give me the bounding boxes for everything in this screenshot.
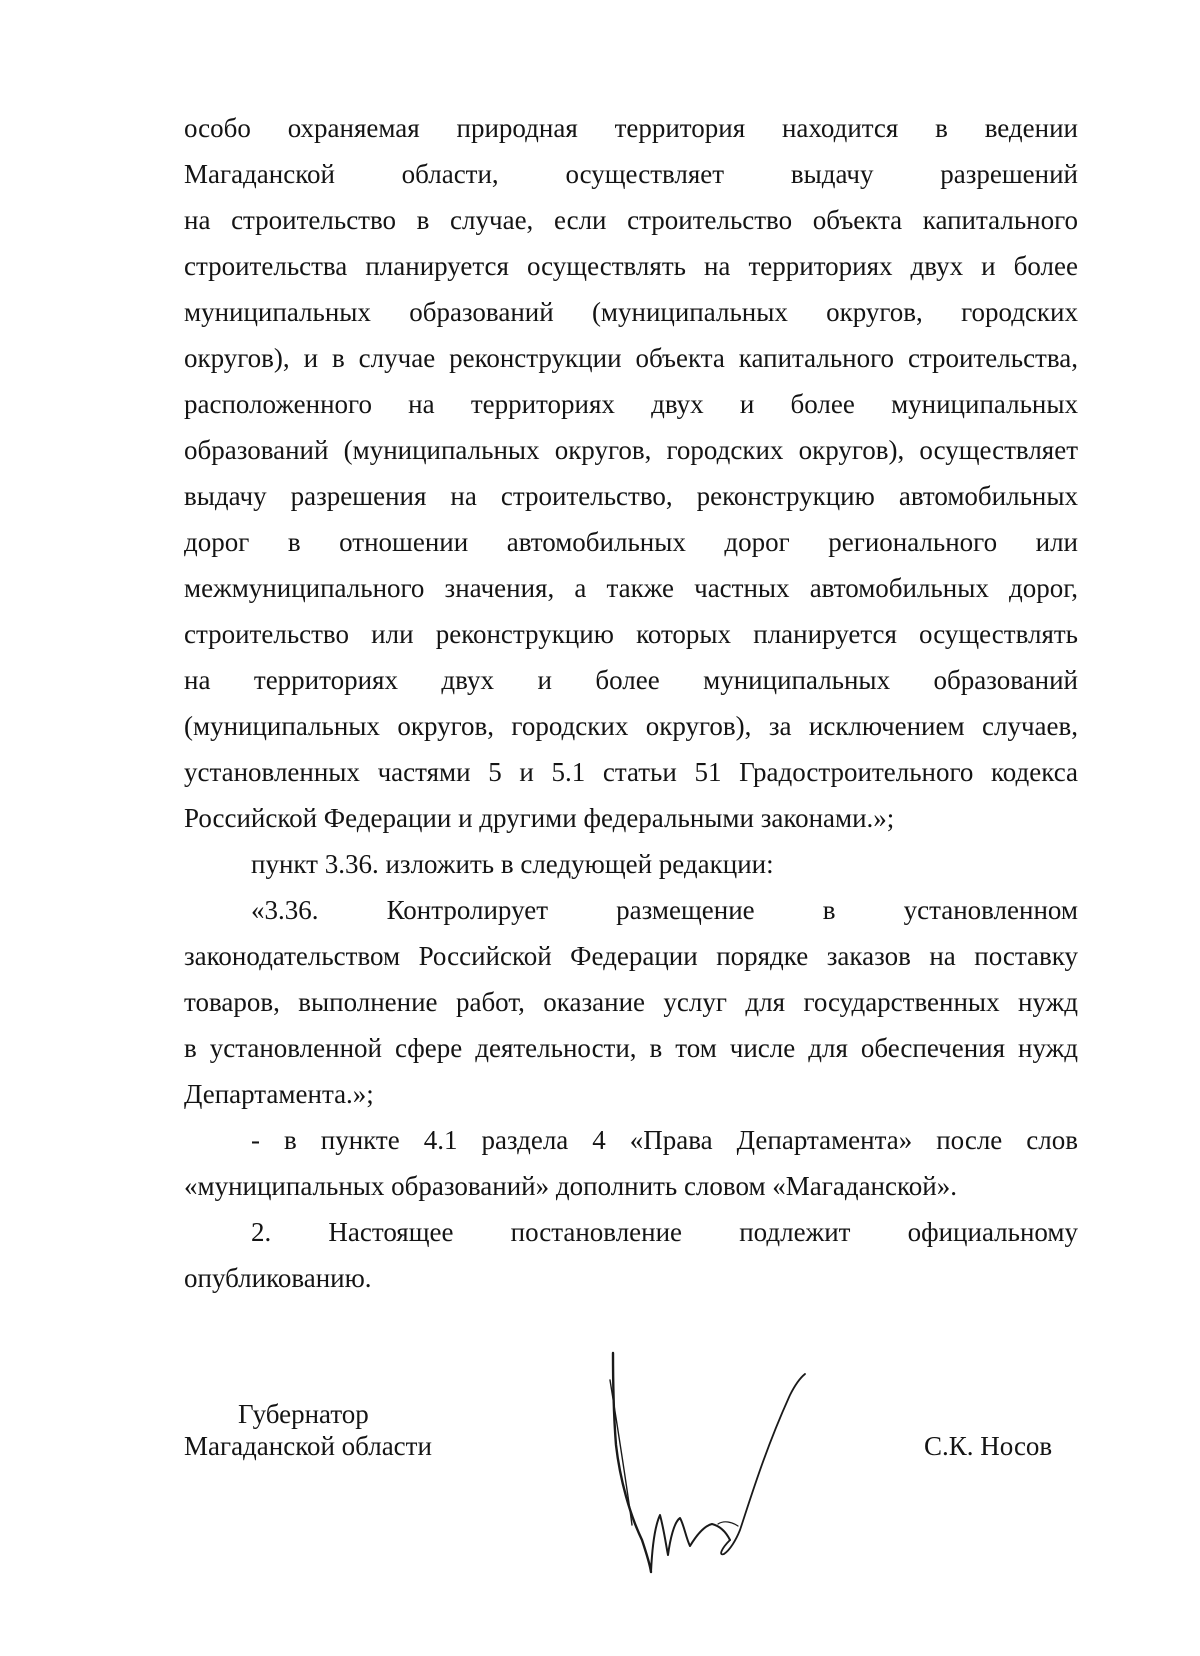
body-line: дорог в отношении автомобильных дорог регионального или — [184, 527, 1078, 557]
body-line: (муниципальных округов, городских округов), за исключением случаев, — [184, 711, 1078, 741]
body-line: пункт 3.36. изложить в следующей редакции: — [251, 849, 774, 879]
signatory-name: С.К. Носов — [924, 1431, 1053, 1461]
body-line: товаров, выполнение работ, оказание услуг для государственных нужд — [184, 987, 1078, 1017]
body-line: округов), и в случае реконструкции объекта капитального строительства, — [184, 343, 1078, 373]
body-line: строительства планируется осуществлять на территориях двух и более — [184, 251, 1078, 281]
body-line: муниципальных образований (муниципальных округов, городских — [184, 297, 1078, 327]
body-line: в установленной сфере деятельности, в том числе для обеспечения нужд — [184, 1033, 1078, 1063]
body-line: 2. Настоящее постановление подлежит официальному — [251, 1217, 1078, 1247]
body-line: Магаданской области, осуществляет выдачу разрешений — [184, 159, 1078, 189]
body-line: образований (муниципальных округов, городских округов), осуществляет — [184, 435, 1078, 465]
body-line: на строительство в случае, если строительство объекта капитального — [184, 205, 1078, 235]
body-line: опубликованию. — [184, 1263, 372, 1293]
body-line: Российской Федерации и другими федеральными законами.»; — [184, 803, 895, 833]
body-line: - в пункте 4.1 раздела 4 «Права Департамента» после слов — [251, 1125, 1078, 1155]
signatory-position: Губернатор — [238, 1399, 369, 1429]
body-line: на территориях двух и более муниципальных образований — [184, 665, 1078, 695]
body-line: особо охраняемая природная территория находится в ведении — [184, 113, 1078, 143]
handwritten-signature — [600, 1350, 810, 1580]
body-line: законодательством Российской Федерации порядке заказов на поставку — [184, 941, 1078, 971]
body-line: «3.36. Контролирует размещение в установленном — [251, 895, 1078, 925]
body-line: выдачу разрешения на строительство, реконструкцию автомобильных — [184, 481, 1078, 511]
body-line: установленных частями 5 и 5.1 статьи 51 Градостроительного кодекса — [184, 757, 1078, 787]
body-line: строительство или реконструкцию которых планируется осуществлять — [184, 619, 1078, 649]
body-line: расположенного на территориях двух и более муниципальных — [184, 389, 1078, 419]
body-line: «муниципальных образований» дополнить словом «Магаданской». — [184, 1171, 957, 1201]
body-line: Департамента.»; — [184, 1079, 374, 1109]
signatory-region: Магаданской области — [184, 1431, 432, 1461]
body-line: межмуниципального значения, а также частных автомобильных дорог, — [184, 573, 1078, 603]
